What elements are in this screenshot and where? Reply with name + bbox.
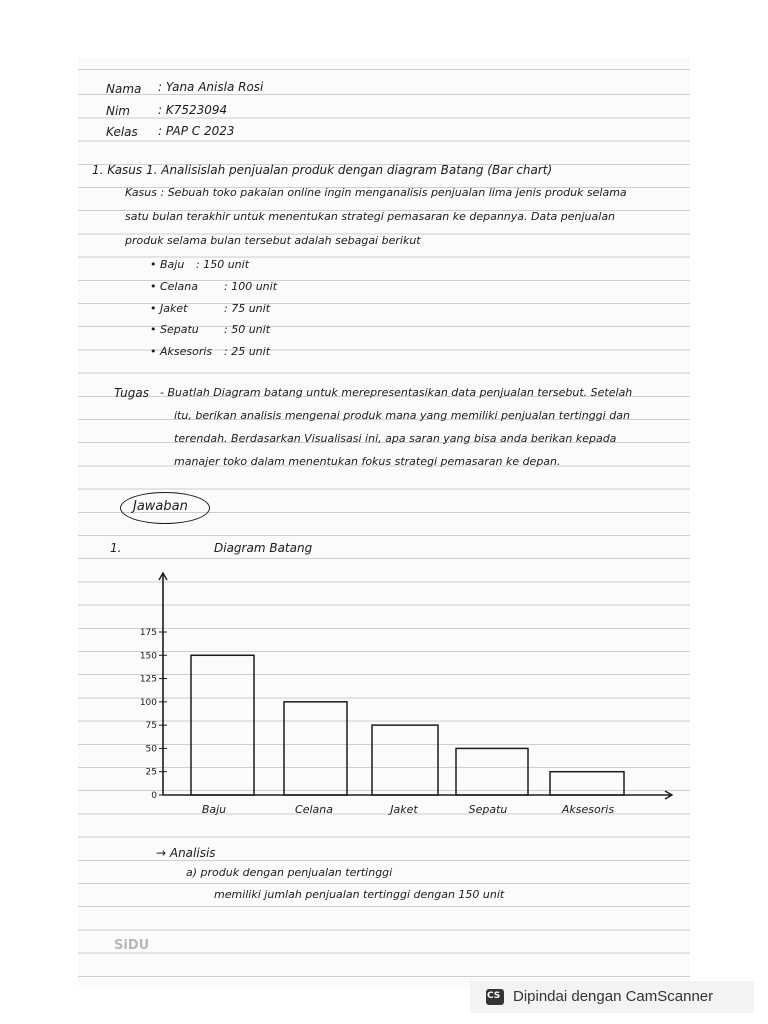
y-tick-label: 175 (139, 628, 157, 638)
task-line-1: - Buatlah Diagram batang untuk merepresentasikan data penjualan tersebut. Setelah (160, 386, 633, 399)
question-line-2: Kasus : Sebuah toko pakaian online ingin menganalisis penjualan lima jenis produk selama (125, 186, 627, 199)
nim-value: : K7523094 (158, 103, 228, 117)
y-tick-label: 0 (151, 791, 157, 801)
y-tick-label: 25 (145, 767, 157, 778)
x-tick-label: Jaket (390, 803, 418, 816)
item-value: : 25 unit (224, 345, 271, 358)
y-tick-label: 100 (139, 697, 157, 708)
bar (456, 748, 528, 795)
y-tick-label: 125 (139, 674, 157, 685)
analysis-heading: → Analisis (156, 846, 216, 860)
item-value: : 150 unit (196, 258, 250, 271)
question-line-1: 1. Kasus 1. Analisislah penjualan produk dengan diagram Batang (Bar chart) (92, 163, 553, 177)
bar (284, 702, 347, 795)
task-line-3: terendah. Berdasarkan Visualisasi ini, apa saran yang bisa anda berikan kepada (174, 432, 617, 445)
x-tick-label: Celana (295, 803, 333, 816)
y-tick-label: 75 (145, 721, 157, 732)
kelas-value: : PAP C 2023 (158, 124, 235, 138)
nama-value: : Yana Anisla Rosi (158, 80, 264, 94)
analysis-a: a) produk dengan penjualan tertinggi (186, 866, 393, 879)
bar (372, 725, 438, 795)
answer-number: 1. (110, 541, 122, 555)
analysis-a-detail: memiliki jumlah penjualan tertinggi dengan 150 unit (214, 888, 505, 901)
bar (550, 772, 624, 795)
x-tick-label: Sepatu (468, 803, 508, 816)
item-name: • Baju (150, 258, 185, 271)
chart-title: Diagram Batang (214, 541, 313, 555)
item-value: : 50 unit (224, 323, 271, 336)
item-name: • Jaket (150, 302, 188, 315)
item-name: • Aksesoris (150, 345, 213, 358)
item-value: : 100 unit (224, 280, 278, 293)
nama-label: Nama (106, 82, 142, 96)
task-label: Tugas (114, 386, 149, 400)
camscanner-watermark (470, 981, 754, 1013)
y-tick-label: 50 (145, 744, 157, 755)
kelas-label: Kelas (106, 125, 138, 139)
question-line-4: produk selama bulan tersebut adalah sebagai berikut (125, 234, 421, 247)
camscanner-icon (486, 989, 504, 1005)
task-line-4: manajer toko dalam menentukan fokus strategi pemasaran ke depan. (174, 455, 561, 468)
y-tick-label: 150 (139, 651, 157, 662)
nim-label: Nim (106, 104, 130, 118)
bar (191, 655, 254, 795)
task-line-2: itu, berikan analisis mengenai produk mana yang memiliki penjualan tertinggi dan (174, 409, 630, 422)
x-tick-label: Aksesoris (561, 803, 615, 816)
answer-bubble-text: Jawaban (133, 499, 188, 514)
item-name: • Celana (150, 280, 198, 293)
item-value: : 75 unit (224, 302, 271, 315)
x-tick-label: Baju (201, 803, 227, 816)
question-line-3: satu bulan terakhir untuk menentukan strategi pemasaran ke depannya. Data penjualan (125, 210, 616, 223)
camscanner-icon-text: CS (487, 991, 501, 1001)
page-stamp: SiDU (114, 938, 150, 953)
watermark-text: Dipindai dengan CamScanner (513, 988, 714, 1005)
item-name: • Sepatu (150, 323, 199, 336)
